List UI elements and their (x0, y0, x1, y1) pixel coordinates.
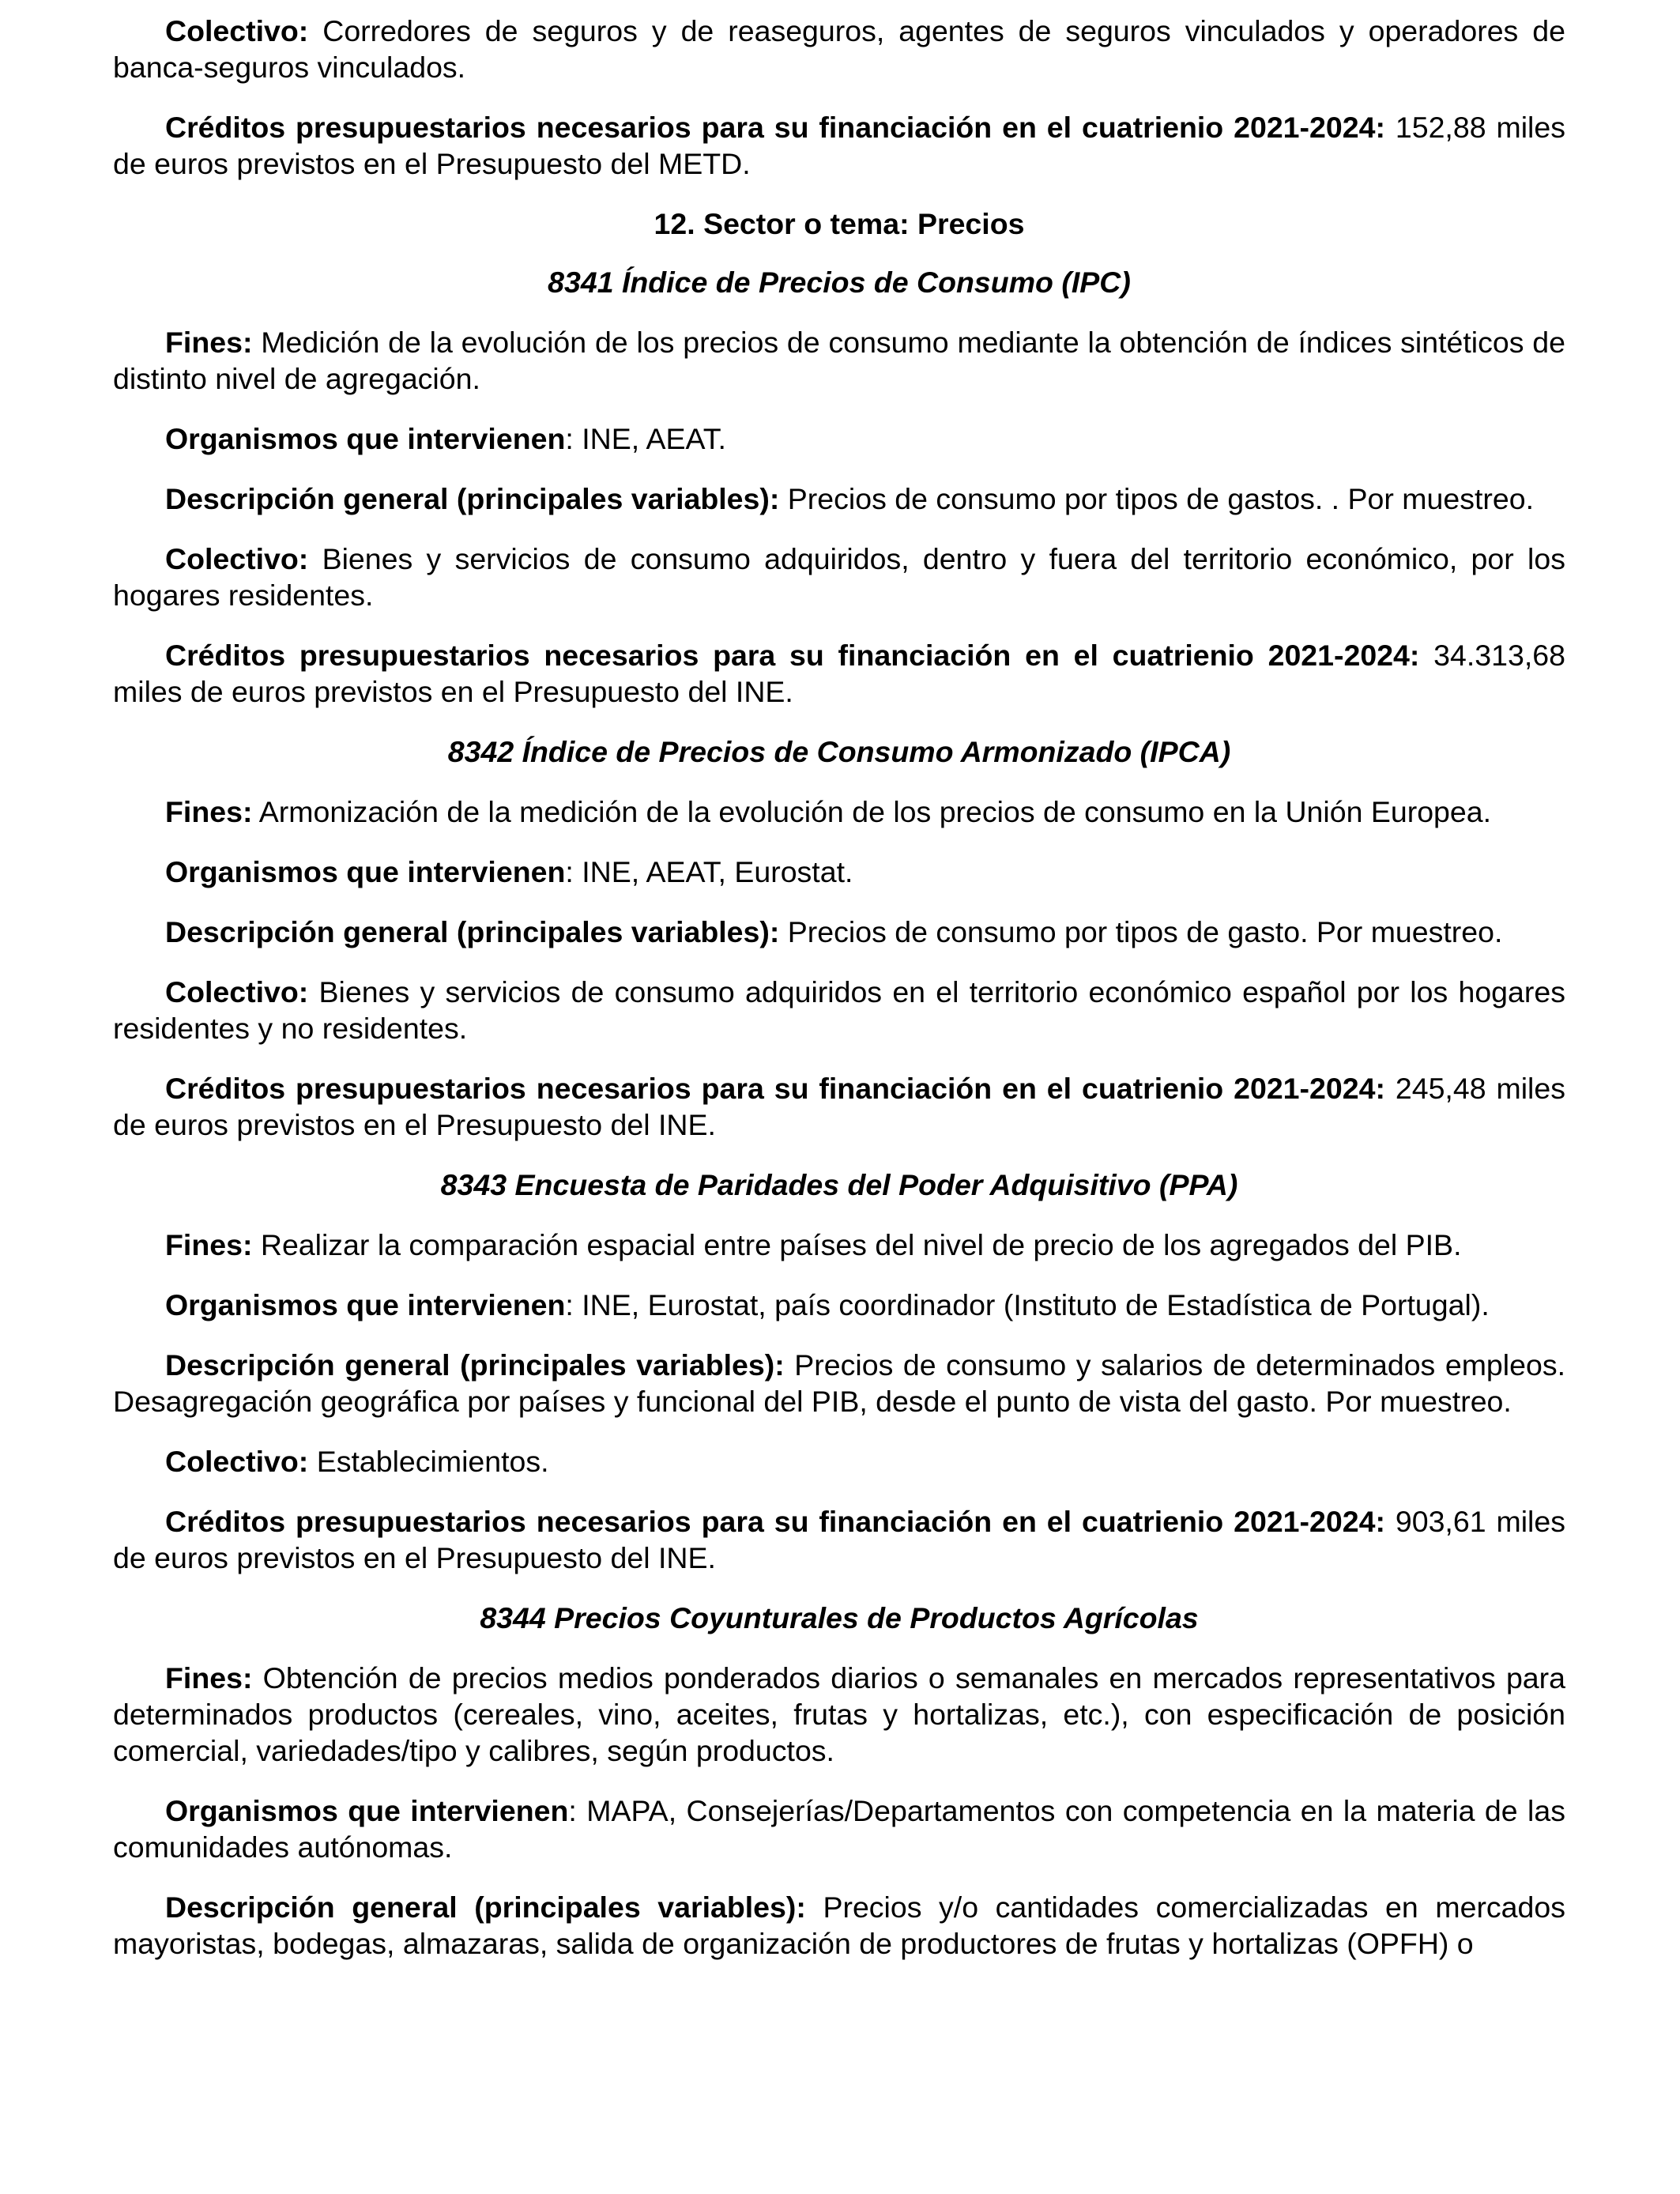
fines-label: Fines: (165, 795, 253, 828)
creditos-paragraph (113, 1503, 1565, 1576)
fines-paragraph (113, 1660, 1565, 1769)
fines-label: Fines: (165, 1661, 253, 1695)
fines-label: Fines: (165, 326, 253, 359)
organismos-paragraph (113, 854, 1565, 890)
organismos-label: Organismos que intervienen (165, 855, 566, 888)
creditos-label: Créditos presupuestarios necesarios para su financiación en el cuatrienio 2021-2024: (165, 111, 1385, 144)
document-page (113, 13, 1565, 1985)
colectivo-label: Colectivo: (165, 542, 309, 575)
descripcion-text: Precios de consumo por tipos de gasto. Por muestreo. (779, 915, 1503, 948)
descripcion-label: Descripción general (principales variables): (165, 915, 780, 948)
organismos-label: Organismos que intervienen (165, 1794, 569, 1827)
sector-title: 12. Sector o tema: Precios (654, 207, 1025, 240)
organismos-text: : INE, Eurostat, país coordinador (Instituto de Estadística de Portugal). (565, 1288, 1490, 1321)
descripcion-label: Descripción general (principales variables): (165, 482, 780, 515)
descripcion-paragraph (113, 1889, 1565, 1962)
organismos-label: Organismos que intervienen (165, 1288, 566, 1321)
organismos-text: : INE, AEAT. (565, 422, 726, 455)
fines-text: Obtención de precios medios ponderados diarios o semanales en mercados representativos para determinados productos (cereales, vino, aceites, frutas y hortalizas, etc.), con especificación de posición comercial, variedades/tipo y calibres, según productos. (113, 1661, 1565, 1767)
descripcion-label: Descripción general (principales variables): (165, 1348, 785, 1382)
operation-title-8344: 8344 Precios Coyunturales de Productos Agrícolas (480, 1601, 1199, 1634)
colectivo-label: Colectivo: (165, 975, 309, 1008)
operation-title-8342: 8342 Índice de Precios de Consumo Armonizado (IPCA) (447, 735, 1231, 768)
colectivo-paragraph (113, 974, 1565, 1046)
colectivo-paragraph (113, 1443, 1565, 1480)
creditos-text: 152,88 miles de euros previstos en el Presupuesto del METD. (113, 111, 1565, 180)
creditos-label: Créditos presupuestarios necesarios para su financiación en el cuatrienio 2021-2024: (165, 1505, 1385, 1538)
descripcion-paragraph (113, 914, 1565, 950)
fines-paragraph (113, 794, 1565, 830)
organismos-text: : INE, AEAT, Eurostat. (565, 855, 853, 888)
descripcion-text: Precios y/o cantidades comercializadas en mercados mayoristas, bodegas, almazaras, salida de organización de productores de frutas y hortalizas (OPFH) o (113, 1891, 1565, 1960)
organismos-paragraph (113, 1793, 1565, 1865)
organismos-paragraph (113, 420, 1565, 457)
top-creditos-paragraph (113, 109, 1565, 182)
fines-paragraph (113, 1227, 1565, 1263)
creditos-label: Créditos presupuestarios necesarios para su financiación en el cuatrienio 2021-2024: (165, 639, 1420, 672)
colectivo-label: Colectivo: (165, 14, 309, 47)
top-colectivo-paragraph (113, 13, 1565, 85)
fines-text: Medición de la evolución de los precios de consumo mediante la obtención de índices sintéticos de distinto nivel de agregación. (113, 326, 1565, 395)
descripcion-text: Precios de consumo y salarios de determinados empleos. Desagregación geográfica por países y funcional del PIB, desde el punto de vista del gasto. Por muestreo. (113, 1348, 1565, 1418)
operation-title-8343: 8343 Encuesta de Paridades del Poder Adquisitivo (PPA) (440, 1168, 1238, 1201)
colectivo-text: Bienes y servicios de consumo adquiridos en el territorio económico español por los hogares residentes y no residentes. (113, 975, 1565, 1045)
colectivo-text: Bienes y servicios de consumo adquiridos, dentro y fuera del territorio económico, por los hogares residentes. (113, 542, 1565, 612)
descripcion-text: Precios de consumo por tipos de gastos. . Por muestreo. (779, 482, 1535, 515)
creditos-text: 34.313,68 miles de euros previstos en el Presupuesto del INE. (113, 639, 1565, 708)
organismos-label: Organismos que intervienen (165, 422, 566, 455)
fines-label: Fines: (165, 1228, 253, 1261)
colectivo-text: Corredores de seguros y de reaseguros, agentes de seguros vinculados y operadores de banca-seguros vinculados. (113, 14, 1565, 84)
creditos-text: 903,61 miles de euros previstos en el Presupuesto del INE. (113, 1505, 1565, 1574)
creditos-paragraph (113, 637, 1565, 710)
creditos-paragraph (113, 1070, 1565, 1143)
colectivo-label: Colectivo: (165, 1445, 309, 1478)
descripcion-paragraph (113, 1347, 1565, 1419)
organismos-paragraph (113, 1287, 1565, 1323)
colectivo-text: Establecimientos. (308, 1445, 549, 1478)
creditos-text: 245,48 miles de euros previstos en el Presupuesto del INE. (113, 1072, 1565, 1141)
descripcion-paragraph (113, 481, 1565, 517)
descripcion-label: Descripción general (principales variables): (165, 1891, 806, 1924)
creditos-label: Créditos presupuestarios necesarios para su financiación en el cuatrienio 2021-2024: (165, 1072, 1385, 1105)
fines-text: Realizar la comparación espacial entre países del nivel de precio de los agregados del PIB. (252, 1228, 1462, 1261)
colectivo-paragraph (113, 541, 1565, 613)
organismos-text: : MAPA, Consejerías/Departamentos con competencia en la materia de las comunidades autónomas. (113, 1794, 1565, 1864)
fines-text: Armonización de la medición de la evolución de los precios de consumo en la Unión Europea. (252, 795, 1492, 828)
operation-title-8341: 8341 Índice de Precios de Consumo (IPC) (548, 266, 1131, 299)
fines-paragraph (113, 324, 1565, 397)
